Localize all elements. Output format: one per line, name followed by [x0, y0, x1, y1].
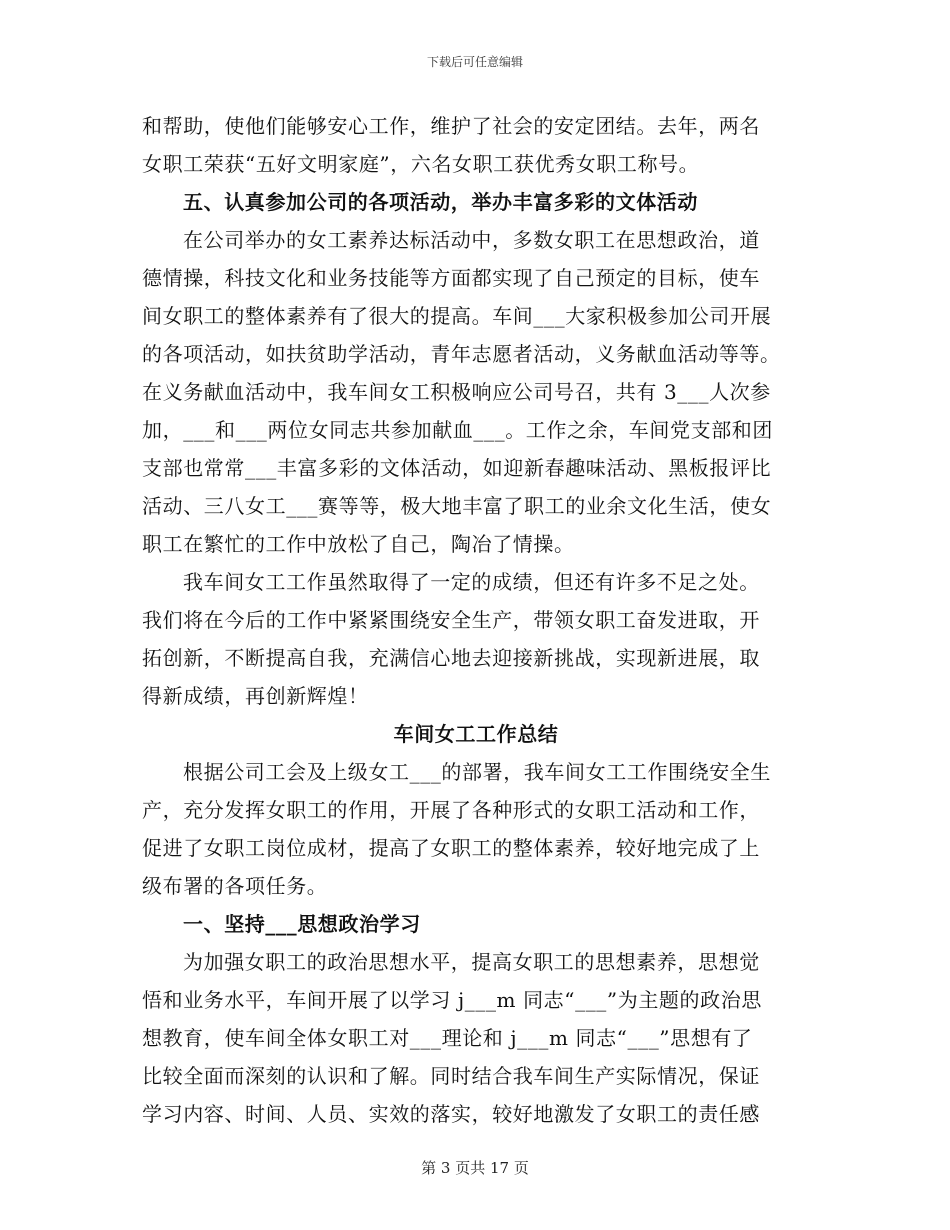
- body-line: 的各项活动，如扶贫助学活动，青年志愿者活动，义务献血活动等等。: [142, 342, 781, 366]
- body-line: 为加强女职工的政治思想水平，提高女职工的思想素养，思想觉: [183, 950, 760, 974]
- body-line: 女职工荣获“五好文明家庭”，六名女职工获优秀女职工称号。: [142, 152, 700, 176]
- body-line: 促进了女职工岗位成材，提高了女职工的整体素养，较好地完成了上: [142, 836, 760, 860]
- body-line: 支部也常常___丰富多彩的文体活动，如迎新春趣味活动、黑板报评比: [142, 456, 772, 480]
- section-heading: 一、坚持___思想政治学习: [183, 912, 421, 936]
- body-line: 在公司举办的女工素养达标活动中，多数女职工在思想政治，道: [183, 228, 760, 252]
- body-line: 和帮助，使他们能够安心工作，维护了社会的安定团结。去年，两名: [142, 114, 760, 138]
- body-line: 我车间女工工作虽然取得了一定的成绩，但还有许多不足之处。: [183, 570, 760, 594]
- body-line: 级布署的各项任务。: [142, 874, 328, 898]
- body-line: 比较全面而深刻的认识和了解。同时结合我车间生产实际情况，保证: [142, 1064, 760, 1088]
- body-line: 想教育，使车间全体女职工对___理论和 j___m 同志“___”思想有了: [142, 1026, 753, 1050]
- body-line: 得新成绩，再创新辉煌！: [142, 684, 369, 708]
- body-line: 加，___和___两位女同志共参加献血___。工作之余，车间党支部和团: [142, 418, 773, 442]
- body-line: 在义务献血活动中，我车间女工积极响应公司号召，共有 3___人次参: [142, 380, 771, 404]
- document-body: [142, 107, 810, 1133]
- section-heading: 五、认真参加公司的各项活动，举办丰富多彩的文体活动: [183, 190, 698, 214]
- body-line: 间女职工的整体素养有了很大的提高。车间___大家积极参加公司开展: [142, 304, 772, 328]
- body-line: 悟和业务水平，车间开展了以学习 j___m 同志“___”为主题的政治思: [142, 988, 762, 1012]
- body-line: 我们将在今后的工作中紧紧围绕安全生产，带领女职工奋发进取，开: [142, 608, 760, 632]
- body-line: 拓创新，不断提高自我，充满信心地去迎接新挑战，实现新进展，取: [142, 646, 760, 670]
- body-line: 产，充分发挥女职工的作用，开展了各种形式的女职工活动和工作，: [142, 798, 760, 822]
- page-header: 下载后可任意编辑: [426, 55, 523, 69]
- document-title: 车间女工工作总结: [393, 722, 559, 746]
- body-line: 德情操，科技文化和业务技能等方面都实现了自己预定的目标，使车: [142, 266, 760, 290]
- body-line: 活动、三八女工___赛等等，极大地丰富了职工的业余文化生活，使女: [142, 494, 772, 518]
- body-line: 根据公司工会及上级女工___的部署，我车间女工工作围绕安全生: [183, 760, 771, 784]
- body-line: 职工在繁忙的工作中放松了自己，陶冶了情操。: [142, 532, 575, 556]
- page-footer: 第 3 页共 17 页: [421, 1159, 529, 1177]
- body-line: 学习内容、时间、人员、实效的落实，较好地激发了女职工的责任感: [142, 1102, 760, 1126]
